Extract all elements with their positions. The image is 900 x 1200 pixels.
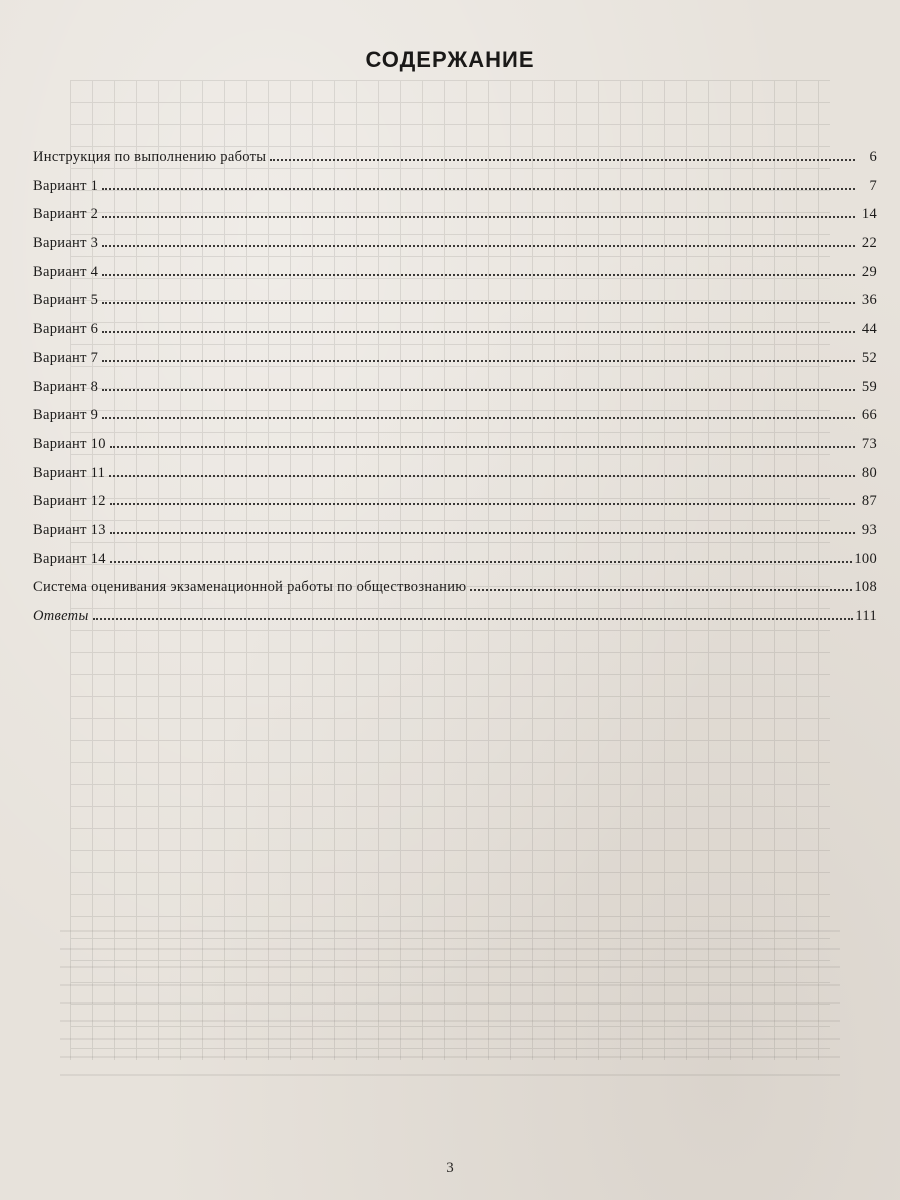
dot-leader: [110, 532, 855, 534]
toc-entry-page: 108: [854, 579, 877, 596]
dot-leader: [470, 589, 852, 591]
toc-entry[interactable]: [33, 262, 877, 291]
toc-entry-label: Вариант 3: [33, 235, 99, 252]
toc-entry-label: Вариант 13: [33, 521, 106, 538]
toc-entry[interactable]: [33, 463, 877, 492]
toc-entry[interactable]: [33, 577, 877, 606]
dot-leader: [102, 331, 855, 333]
dot-leader: [270, 159, 855, 161]
toc-entry[interactable]: [33, 606, 877, 635]
toc-entry-page: 100: [854, 550, 877, 567]
toc-entry[interactable]: [33, 233, 877, 262]
dot-leader: [109, 475, 855, 477]
toc-entry-label: Инструкция по выполнению работы: [33, 149, 267, 165]
dot-leader: [102, 360, 855, 362]
toc-entry[interactable]: [33, 176, 877, 205]
toc-entry-label: Ответы: [33, 608, 89, 624]
toc-entry-page: 52: [861, 349, 877, 366]
toc-entry-page: 7: [869, 177, 877, 194]
toc-entry-label: Вариант 14: [33, 550, 106, 567]
dot-leader: [93, 618, 854, 620]
toc-entry-label: Вариант 11: [33, 464, 106, 481]
toc-entry-label: Вариант 1: [33, 177, 99, 194]
toc-entry-page: 29: [861, 263, 877, 280]
table-of-contents: [33, 147, 877, 635]
toc-entry-label: Вариант 10: [33, 435, 106, 452]
toc-entry[interactable]: [33, 204, 877, 233]
toc-entry-label: Вариант 6: [33, 321, 99, 338]
toc-entry[interactable]: [33, 434, 877, 463]
dot-leader: [102, 216, 855, 218]
dot-leader: [110, 561, 853, 563]
dot-leader: [102, 302, 855, 304]
dot-leader: [110, 446, 855, 448]
toc-entry-label: Вариант 7: [33, 349, 99, 366]
toc-entry-page: 6: [869, 149, 877, 165]
toc-entry[interactable]: [33, 348, 877, 377]
toc-entry-page: 87: [861, 493, 877, 510]
toc-entry-label: Вариант 5: [33, 292, 99, 309]
toc-entry-label: Вариант 2: [33, 206, 99, 223]
toc-entry[interactable]: [33, 491, 877, 520]
dot-leader: [102, 245, 855, 247]
toc-entry-page: 73: [861, 435, 877, 452]
bleed-through-lines: [60, 930, 840, 1080]
toc-entry-label: Вариант 4: [33, 263, 99, 280]
toc-entry[interactable]: [33, 290, 877, 319]
toc-entry[interactable]: [33, 405, 877, 434]
toc-entry-label: Вариант 9: [33, 407, 99, 424]
page-number: 3: [446, 1160, 454, 1176]
toc-entry[interactable]: [33, 377, 877, 406]
page-title: СОДЕРЖАНИЕ: [365, 47, 535, 72]
toc-entry[interactable]: [33, 147, 877, 176]
dot-leader: [102, 188, 855, 190]
dot-leader: [102, 389, 855, 391]
toc-entry-page: 80: [861, 464, 877, 481]
toc-entry-page: 59: [861, 378, 877, 395]
toc-entry-page: 44: [861, 321, 877, 338]
toc-entry[interactable]: [33, 520, 877, 549]
toc-entry-page: 36: [861, 292, 877, 309]
toc-entry-label: Вариант 12: [33, 493, 106, 510]
toc-entry-label: Вариант 8: [33, 378, 99, 395]
toc-entry-page: 111: [855, 608, 877, 624]
toc-entry-page: 22: [861, 235, 877, 252]
dot-leader: [102, 274, 855, 276]
toc-entry-page: 66: [861, 407, 877, 424]
toc-entry[interactable]: [33, 549, 877, 578]
toc-entry-label: Система оценивания экзаменационной работы по обществознанию: [33, 579, 467, 596]
dot-leader: [102, 417, 855, 419]
dot-leader: [110, 503, 855, 505]
toc-entry-page: 14: [861, 206, 877, 223]
toc-entry[interactable]: [33, 319, 877, 348]
toc-entry-page: 93: [861, 521, 877, 538]
